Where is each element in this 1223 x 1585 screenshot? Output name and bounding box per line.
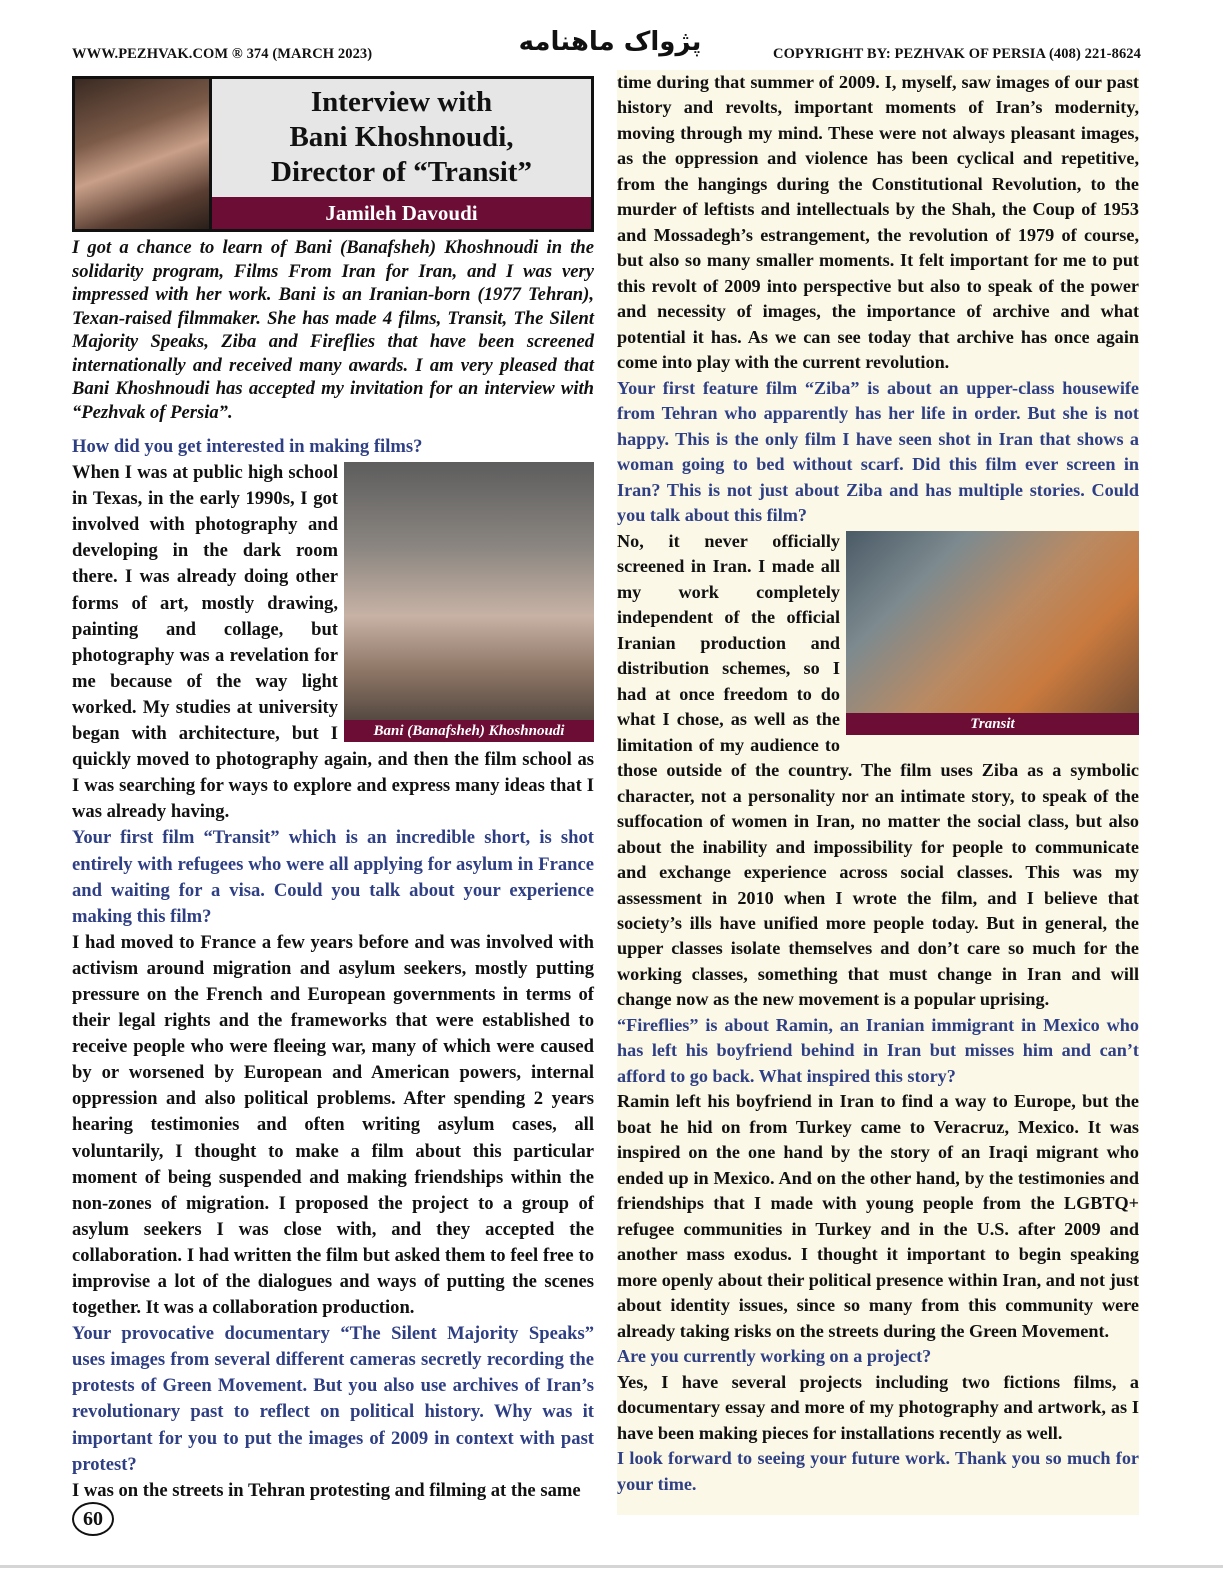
header-copyright: COPYRIGHT BY: PEZHVAK OF PERSIA (408) 221-8624 (773, 46, 1141, 62)
answer-6: Yes, I have several projects including two fictions films, a documentary essay and more of my photography and artwork, as I have been making pieces for installations recently as well. (617, 1371, 1139, 1443)
header-website: WWW.PEZHVAK.COM ® 374 (MARCH 2023) (72, 46, 373, 62)
title-line-3: Director of “Transit” (271, 156, 532, 188)
photo-caption-transit: Transit (846, 713, 1139, 735)
article-title-box (72, 76, 594, 232)
question-1: How did you get interested in making films? (72, 436, 423, 457)
intro-paragraph: I got a chance to learn of Bani (Banafsheh) Khoshnoudi in the solidarity program, Films From Iran for Iran, and I was very impressed with her work. Bani is an Iranian-born (1977 Tehran), Texan-raised filmmaker. She has made 4 films, Transit, The Silent Majority Speaks, Ziba and Fireflies that have been screened internationally and received many awards. I am very pleased that Bani Khoshnoudi has accepted my invitation for an interview with “Pezhvak of Persia”. (72, 237, 594, 423)
photo-caption-bani: Bani (Banafsheh) Khoshnoudi (344, 720, 594, 742)
answer-5: Ramin left his boyfriend in Iran to find a way to Europe, but the boat he hid on from Turkey came to Veracruz, Mexico. It was inspired on the one hand by the story of an Iraqi migrant who ended up in Mexico. And on the other hand, by the testimonies and friendships that I made with young people from the LGBTQ+ refugee communities in Turkey and in the U.S. after 2009 and another mass exodus. I thought it important to begin speaking more openly about their political presence within Iran, and not just about identity issues, since so many from this community were already taking risks on the streets during the Green Movement. (617, 1091, 1139, 1341)
answer-3: I was on the streets in Tehran protesting and filming at the same (72, 1479, 581, 1501)
title-line-1: Interview with (310, 86, 493, 118)
author-byline: Jamileh Davoudi (212, 197, 591, 229)
answer-4: No, it never officially screened in Iran. I made all my work completely independent of the official Iranian production and distribution schemes, so I had at once freedom to do what I chose, as well as the limitation of my audience to those outside of the country. The film uses Ziba as a symbolic character, not a personality nor an intimate story, to speak of the suffocation of women in Iran, no matter the social class, but also about the inability and impossibility for people to communicate and exchange experience across social classes. This was my assessment in 2010 when I wrote the film, and I believe that society’s ills have unified more people today. But in general, the upper classes isolate themselves and don’t care so much for the working classes, something that must change in Iran and will change now as the new movement is a popular uprising. (617, 530, 1139, 1010)
question-2: Your first film “Transit” which is an incredible short, is shot entirely with refugees who were all applying for asylum in France and waiting for a visa. Could you talk about your experience making this film? (72, 827, 594, 927)
page-number: 60 (72, 1502, 114, 1536)
logo-text: پژواک ماهنامه (518, 27, 702, 57)
photo-transit-still (846, 531, 1139, 735)
closing-remark: I look forward to seeing your future work. Thank you so much for your time. (617, 1448, 1139, 1494)
footer-divider (0, 1565, 1223, 1568)
photo-bani-khoshnoudi (344, 462, 594, 742)
question-6: Are you currently working on a project? (617, 1346, 932, 1367)
title-line-2: Bani Khoshnoudi, (289, 121, 514, 153)
question-4: Your first feature film “Ziba” is about an upper-class housewife from Tehran who apparently has her life in order. But she is not happy. This is the only film I have seen shot in Iran that shows a woman going to bed without scarf. Did this film ever screen in Iran? This is not just about Ziba and has multiple stories. Could you talk about this film? (617, 377, 1139, 526)
left-column (72, 70, 594, 1515)
answer-1: When I was at public high school in Texas, in the early 1990s, I got involved with photography and developing in the dark room there. I was already doing other forms of art, mostly drawing, painting and collage, but photography was a revelation for me because of the way light worked. My studies at university began with architecture, but I quickly moved to photography again, and then the film school as I was searching for ways to explore and express many ideas that I was already having. (72, 462, 594, 823)
article-title (212, 85, 591, 190)
answer-3-continued: time during that summer of 2009. I, myself, saw images of our past history and revolts, important moments of Iran’s modernity, moving through my mind. These were not always pleasant images, as the oppression and violence has been cyclical and repetitive, from the hangings during the Constitutional Revolution, to the murder of leftists and intellectuals by the Shah, the Coup of 1953 and Mossadegh’s estrangement, the revolution of 1979 of course, but also so many smaller moments. It felt important for me to put this revolt of 2009 into perspective but also to speak of the power and necessity of images, the importance of archive and what potential it has. As we can see today that archive has once again come into play with the current revolution. (617, 72, 1139, 373)
pezhvak-logo (518, 10, 702, 72)
author-photo (75, 79, 212, 229)
answer-2: I had moved to France a few years before and was involved with activism around migration and asylum seekers, mostly putting pressure on the French and European governments in terms of their legal rights and the frameworks that were established to receive people who were fleeing war, many of which were caused by or worsened by European and American powers, internal oppression and also political problems. After spending 2 years hearing testimonies and often writing asylum cases, all voluntarily, I thought to make a film about this particular moment of being suspended and making friendships within the non-zones of migration. I proposed the project to a group of asylum seekers I was close with, and they accepted the collaboration. I had written the film but asked them to feel free to improvise a lot of the dialogues and ways of putting the scenes together. It was a collaboration production. (72, 931, 594, 1319)
right-column (617, 70, 1139, 1515)
question-5: “Fireflies” is about Ramin, an Iranian immigrant in Mexico who has left his boyfriend behind in Iran but misses him and can’t afford to go back. What inspired this story? (617, 1014, 1139, 1086)
question-3: Your provocative documentary “The Silent Majority Speaks” uses images from several different cameras secretly recording the protests of Green Movement. But you also use archives of Iran’s revolutionary past to reflect on political history. Why was it important for you to put the images of 2009 in context with past protest? (72, 1323, 594, 1475)
